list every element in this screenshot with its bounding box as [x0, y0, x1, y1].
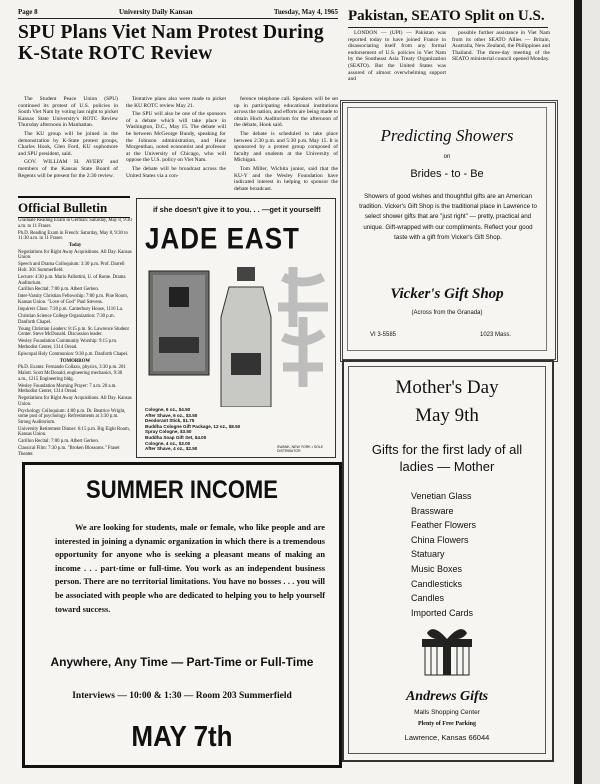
pakistan-column-1: [348, 30, 446, 98]
gift-item: Feather Flowers: [411, 520, 477, 531]
shop-location: Malls Shopping Center: [414, 709, 480, 716]
bulletin-section-tomorrow: TOMORROW: [59, 358, 91, 364]
mothers-day-ad: [342, 360, 554, 762]
summer-income-ad: [22, 462, 342, 768]
story-paragraph: LONDON — (UPI) — Pakistan was reported today to have joined France in disassociating itself from any formal endorsement of U.S. policies in Viet Nam by the Southeast Asia Treaty Organization (SEATO). But the United States was assured of almost overwhelming support and: [348, 30, 446, 83]
bulletin-item: Graduate Reading Exam in German: Saturday, May 8, 9:30 a.m. to 11 Fraser.: [18, 218, 132, 229]
price-item: Spray Cologne, $3.50: [145, 429, 192, 435]
bulletin-item: Christian Science College Organization: 7:30 p.m. Danforth Chapel.: [18, 314, 115, 325]
jade-east-ad: [136, 198, 336, 458]
brand-logo: JADE EAST: [145, 221, 300, 256]
page-number: Page 8: [18, 8, 38, 16]
bulletin-item: Wesley Foundation Community Worship: 9:15 p.m. Methodist Center, 1314 Oread.: [18, 339, 118, 350]
price-item: Deodorant Stick, $1.75: [145, 418, 195, 424]
ad-body: Showers of good wishes and thoughtful gifts are an American tradition. Vicker's Gift Shop is the traditional place in Lawrence to select shower gifts that are "just right" — pretty, practical and unique. Gift-wrapped with our compliments. Reflect your good taste with a gift from Vicker's Gift Shop.: [359, 193, 537, 241]
bulletin-item: Carillon Recital: 7:00 p.m. Albert Gerken.: [18, 439, 99, 445]
gift-box-icon: [419, 625, 475, 677]
ad-subhead: Anywhere, Any Time — Part-Time or Full-Time: [50, 655, 314, 669]
story-paragraph: The KU group will be joined in the demonstration by K-State protest groups, Charles Hook, Glen Ford, KU sophomore and SPU president, said.: [18, 130, 118, 157]
bulletin-item: Young Christian Leaders: 8:15 p.m. St. Lawrence Student Center. Steve McDonald. Discussion leader.: [18, 326, 129, 338]
bulletin-item: Episcopal Holy Communion: 9:30 p.m. Danforth Chapel.: [18, 351, 129, 357]
ad-body: We are looking for students, male or female, who like people and are interested in joining a dynamic organization in which there is a tremendous opportunity for anyone who is seeking a pleasant means of making an income . . . part-time or full-time. You work as an independent business person. There are no territorial limitations. You have no bosses . . . you will be associated with people who are dedicated to helping you to help yourself toward success.: [55, 523, 325, 614]
story-paragraph: ference telephone call. Speakers will be set up in participating educational institutions across the nation, and efforts are being made to obtain Hoch Auditorium for the afternoon of the debate, Hook said.: [234, 96, 338, 129]
bulletin-item: Negotiations for Right Away Acquisitions. All Day. Kansas Union.: [18, 249, 132, 261]
bulletin-item: Wesley Foundation Morning Prayer: 7 a.m. 20 a.m. Methodist Center, 1314 Oread.: [18, 383, 117, 395]
story-column-2: [126, 96, 226, 194]
shop-phone: VI 3-5585: [370, 332, 397, 338]
ad-subtitle: Brides - to - Be: [410, 168, 484, 180]
story-paragraph: GOV. WILLIAM H. AVERY and members of the Kansas State Board of Regents will be present for the 2:30 review.: [18, 159, 118, 179]
shop-name: Vicker's Gift Shop: [390, 286, 504, 302]
next-page-edge: [582, 0, 600, 784]
ad-connector: on: [443, 154, 451, 160]
bulletin-title: Official Bulletin: [18, 196, 130, 218]
ad-tagline: Gifts for the first lady of all ladies — Mother: [371, 442, 523, 474]
interview-info: Interviews — 10:00 & 1:30 — Room 203 Summerfield: [72, 691, 292, 701]
gift-item: Music Boxes: [411, 563, 463, 574]
story-paragraph: The Student Peace Union (SPU) continued its protest of U.S. policies in South Viet Nam by voting last night to picket Kansas State University's ROTC Review Thursday afternoon in Manhattan.: [18, 96, 118, 129]
price-item: Cologne, 4 oz., $3.00: [145, 440, 191, 446]
price-list: [145, 407, 265, 452]
bulletin-item: Negotiations for Right Away Acquisitions. All Day. Kansas Union.: [18, 396, 132, 407]
main-headline: SPU Plans Viet Nam Protest During K-State ROTC Review: [18, 22, 324, 64]
bulletin-section-today: Today: [68, 243, 82, 249]
story-column-3: [234, 96, 338, 194]
bulletin-body: [18, 218, 132, 458]
bulletin-item: Psychology Colloquium: 4:00 p.m. Dr. Beatrice Wright, some post of psychology. Refreshments at 3:30 p.m. Strong Auditorium.: [18, 408, 126, 425]
issue-date: Tuesday, May 4, 1965: [273, 8, 338, 16]
gift-item: Venetian Glass: [411, 491, 472, 501]
cologne-bottles-illustration: [143, 257, 329, 407]
ad-date: May 9th: [415, 405, 479, 426]
gift-item: China Flowers: [411, 534, 469, 545]
ad-title: Mother's Day: [395, 377, 499, 398]
ad-inner-border: [348, 366, 546, 754]
price-item: After Shave, 6 oz., $3.50: [145, 412, 198, 418]
ad-inner-border: [347, 107, 547, 351]
bulletin-item: Classical Film: 7:30 p.m. "Broken Blossoms." Fraser Theater.: [18, 446, 120, 457]
bulletin-item: Speech and Drama Colloquium: 3:30 p.m. Prof. Darrell Holt. 301 Summerfield.: [18, 262, 125, 273]
ad-tagline: if she doesn't give it to you. . . —get it yourself!: [152, 205, 322, 214]
story-paragraph: The debate is scheduled to take place between 2:30 p.m. and 5:30 p.m. May 15. It is sponsored by a protest group composed of faculty and students at the University of Michigan.: [234, 130, 338, 164]
story-paragraph: Tom Miller, Wichita junior, said that the KU-Y and the Wesley Foundation have indicated interest in helping to sponsor the debate broadcast.: [234, 165, 338, 192]
gift-item: Brassware: [411, 505, 454, 516]
price-item: Buddha Soap Gift Set, $4.00: [145, 434, 207, 440]
shop-name: Andrews Gifts: [405, 689, 489, 704]
gift-list: [411, 489, 476, 620]
parking-note: Plenty of Free Parking: [417, 721, 477, 727]
ad-title: Predicting Showers: [380, 126, 514, 145]
vickers-gift-shop-ad: [340, 100, 558, 362]
shop-address: 1023 Mass.: [480, 332, 512, 338]
bulletin-item: Inter-Varsity Christian Fellowship: 7:00 p.m. Pine Room, Kansas Union. "Love of God" Paul Stevens.: [18, 294, 129, 306]
shop-city: Lawrence, Kansas 66044: [404, 733, 490, 742]
story-paragraph: possible further assistance in Viet Nam from its other SEATO Allies — Britain, Australia, New Zealand, the Philippines and Thailand. The three-day meeting of the SEATO ministerial council opened Monday.: [452, 30, 550, 63]
shop-location: (Across from the Granada): [411, 310, 483, 316]
gift-item: Candles: [411, 593, 445, 604]
story-paragraph: Tentative plans also were made to picket the KU ROTC review May 21.: [126, 96, 226, 109]
gift-item: Candlesticks: [411, 578, 463, 589]
story-paragraph: The SPU will also be one of the sponsors of a debate which will take place in Washington, D.C., May 15. The debate will be between McGeorge Bundy, speaking for the Johnson administration, and Hans Morgenthau, noted economist and professor at the University of Chicago, who will oppose the U.S. policy on Viet Nam.: [126, 111, 226, 164]
bulletin-item: Ph.D. Exams: Fernando Collazo, physics, 3:30 p.m. 201 Malott. Scott McDonald, engineering mechanics, 9:30 a.m., 1215 Engineering bldg.: [18, 365, 126, 382]
story-paragraph: The debate will be broadcast across the United States via a con-: [126, 165, 226, 179]
pakistan-headline: Pakistan, SEATO Split on U.S.: [348, 8, 548, 28]
pakistan-column-2: [452, 30, 550, 98]
paper-name: University Daily Kansan: [119, 8, 193, 16]
price-item: After Shave, 4 oz., $2.50: [145, 446, 198, 452]
ad-title: SUMMER INCOME: [86, 475, 278, 504]
bulletin-item: University Retirement Dinner: 6:15 p.m. Big Eight Room, Kansas Union.: [18, 426, 130, 438]
bulletin-item: Inquirers Class: 7:30 p.m. Canterbury House, 1116 La.: [18, 307, 124, 313]
ad-date: MAY 7th: [131, 719, 233, 753]
story-column-1: [18, 96, 118, 194]
distributor: SWANK, NEW YORK • SOLE DISTRIBUTOR: [277, 445, 324, 453]
bulletin-item: Lecture: 4:30 p.m. Mario Pallottini, U. of Rome. Drama Auditorium.: [18, 274, 126, 286]
price-item: Buddha Cologne Gift Package, 12 oz., $8.50: [145, 423, 241, 429]
bulletin-item: Ph.D. Reading Exam in French: Saturday, May 8, 9:30 to 11:30 a.m. in 11 Fraser.: [18, 230, 128, 242]
folio: [18, 8, 338, 19]
price-item: Cologne, 6 oz., $4.50: [145, 407, 191, 412]
gift-item: Imported Cards: [411, 607, 474, 618]
bulletin-item: Carillon Recital: 7:00 p.m. Albert Gerken.: [18, 287, 99, 293]
gift-item: Statuary: [411, 549, 445, 560]
